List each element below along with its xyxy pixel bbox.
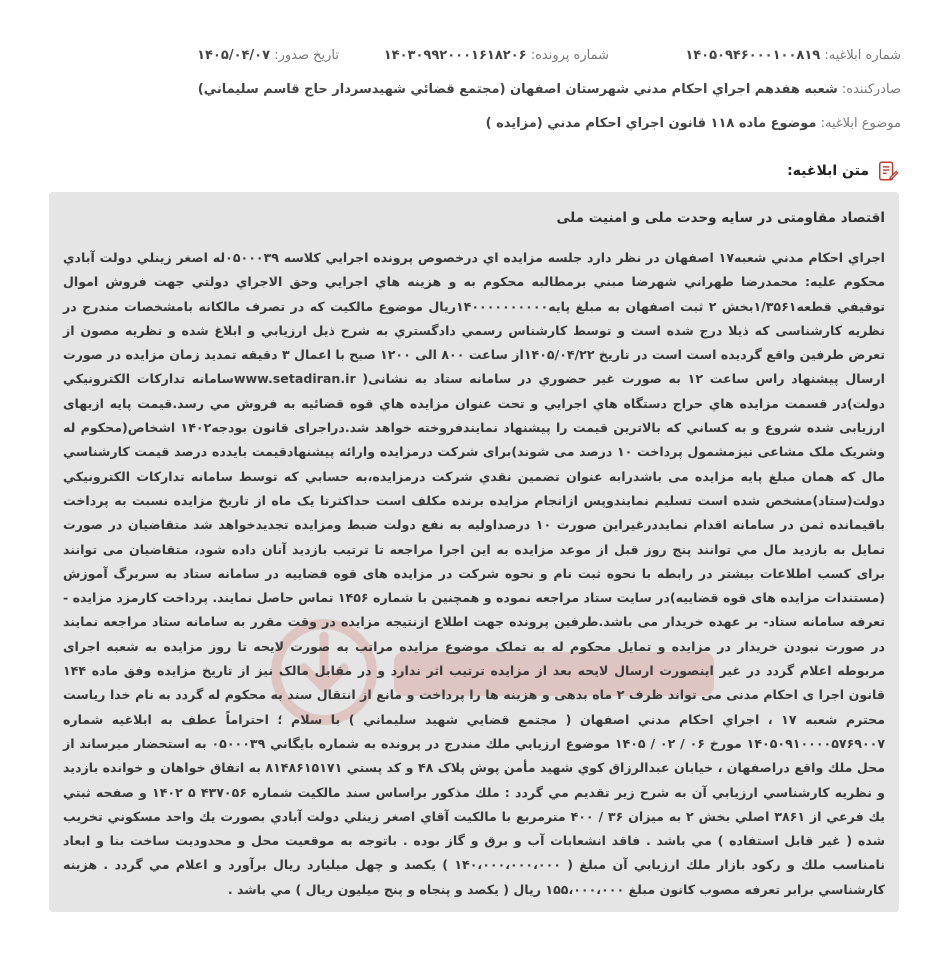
case-number-label: شماره پرونده: xyxy=(530,48,609,63)
notice-text-box xyxy=(49,192,899,912)
issuer-label: صادرکننده: xyxy=(841,82,901,97)
subject-label: موضوع ابلاغیه: xyxy=(820,116,901,131)
issue-date-field xyxy=(197,48,339,63)
notice-number-label: شماره ابلاغیه: xyxy=(824,48,901,63)
notice-body-text: اجراي احكام مدني شعبه۱۷ اصفهان در نظر دارد جلسه مزايده اي درخصوص پرونده اجرایي كلاسه ۰۵۰۰۰۳۹له اصغر زينلي دولت آبادي محكوم عليه: محمدرضا طهراني شهرضا مبني برمطالبه محكوم به و هزينه هاي اجرايي وحق الاجراي دولتي جهت فروش اموال توقيفي قطعه۱/۳۵۶۱بخش ۲ ثبت اصفهان به مبلغ پايه۱۴۰۰۰۰۰۰۰۰۰۰ريال موضوع مالكيت كه در تصرف مالكانه بامشخصات مندرج در نظريه كارشناسی كه ذيلا درج شده است و توسط كارشناس رسمي دادگستري به شرح ذيل ارزيابي و ابلاغ شده و نظريه مصون از تعرض طرفين واقع گرديده است است در تاريخ ۱۴۰۵/۰۴/۲۲از ساعت ۸۰۰ الی ۱۲۰۰ صبح با اعمال ۳ دقيقه تمديد زمان مزايده در صورت ارسال پيشنهاد راس ساعت ۱۲ به صورت غير حضوري در سامانه ستاد به نشانی( www.setadiran.irسامانه تداركات الكترونيكي دولت)در قسمت مزايده هاي حراج دستگاه هاي اجرايي و تحت عنوان مزايده هاي قوه قضائيه به فروش مي رسد.قيمت پايه ازبهای ارزيابی شده شروع و به كساني كه بالاترين قيمت را پيشنهاد نمايندفروخته خواهد شد.دراجرای قانون بودجه۱۴۰۲ اشخاص(محكوم له وشريک ملک مشاعی نيزمشمول پرداخت ۱۰ درصد مى شوند)برای شركت درمزايده وارائه پيشنهادقيمت بايدده درصد قيمت كارشناسي مال كه همان مبلغ پايه مزايده می باشدرابه عنوان تضمين نقدي شركت درمزايده،به حسابي كه توسط سامانه تداركات الكترونيكي دولت(ستاد)مشخص شده است تسليم نمايندوپس ازانجام مزايده برنده مكلف است حداكثرتا يک ماه از تاريخ مزايده نسبت به پرداخت باقيمانده ثمن در سامانه اقدام نمايددرغيراين صورت ۱۰ درصداوليه به نفع دولت ضبط ومزايده تجديدخواهد شد متقاضيان در صورت تمايل به بازديد مال مي توانند پنج روز قبل از موعد مزايده به اين اجرا مراجعه تا ترتيب بازديد آنان داده شود، متقاضيان مى توانند براى كسب اطلاعات بيشتر در رابطه با نحوه ثبت نام و نحوه شركت در مزايده هاى قوه قضاييه در سامانه ستاد به سربرگ آموزش (مستندات مزايده هاى قوه قضاييه)در سايت ستاد مراجعه نموده و همچنين با شماره ۱۴۵۶ تماس حاصل نمايند. پرداخت كارمزد مزايده - تعرفه سامانه ستاد- بر عهده خريدار مى باشد.طرفين پرونده جهت اطلاع ازنتيجه مزايده در وقت مقرر به سامانه ستاد مراجعه نمايند در صورت نبودن خريدار در مزايده و تمايل محكوم له به تملک موضوع مزايده مراتب به صورت لايحه تا روز مزايده به شعبه اجرای مربوطه اعلام گردد در غير اينصورت ارسال لايحه بعد از مزايده ترتيب اثر ندارد و در مقابل مالک نيز از تاريخ مزايده وفق ماده ۱۴۴ قانون اجرا ی احكام مدنی می تواند ظرف ۲ ماه بدهی و هزينه ها را پرداخت و مانع از انتقال سند به محكوم له گردد به نام خدا رياست محترم شعبه ۱۷ ، اجراي احكام مدني اصفهان ( مجتمع قضايي شهيد سليماني ) با سلام ؛ احتراماً عطف به ابلاغيه شماره ۱۴۰۵۰۹۱۰۰۰۰۵۷۶۹۰۰۷ مورخ ۰۶ / ۰۲ / ۱۴۰۵ موضوع ارزيابي ملك مندرج در پرونده به شماره بايگاني ۰۵۰۰۰۳۹ به استحضار ميرساند از محل ملك واقع دراصفهان ، خيابان عبدالرزاق كوي شهيد مأمن پوش پلاک ۴۸ و كد پستي ۸۱۴۸۶۱۵۱۷۱ به اتفاق خواهان و خوانده بازديد و نظريه كارشناسي ارزيابي آن به شرح زير تقديم مي گردد : ملك مذكور براساس سند مالكيت شماره ۴۳۷۰۵۶ ۵ ۱۴۰۲ و صفحه ثبتي يك فرعي از ۳۸۶۱ اصلي بخش ۲ به ميزان ۳۶ / ۴۰۰ مترمربع با مالكيت آقاي اصغر زينلي دولت آبادي بصورت يك واحد مسكوني تخريب شده ( غير قابل استفاده ) مي باشد . فاقد انشعابات آب و برق و گاز بوده . باتوجه به موقعيت محل و محدوديت ساخت بنا و ابعاد نامناسب ملك و ركود بازار ملك ارزيابي آن مبلغ ( ۱۴۰،۰۰۰،۰۰۰،۰۰۰ ) يكصد و چهل ميليارد ريال برآورد و اعلام مي گردد . هزينه كارشناسي برابر تعرفه مصوب كانون مبلغ ۱۵۵،۰۰۰،۰۰۰ ريال ( يكصد و پنجاه و پنج ميليون ريال ) مي باشد . xyxy=(63,250,886,897)
subject-row xyxy=(40,116,901,131)
document-edit-icon xyxy=(877,160,899,182)
notice-text-title: متن ابلاغیه: xyxy=(787,163,869,179)
issue-date-value: ۱۴۰۵/۰۴/۰۷ xyxy=(197,48,271,63)
issuer-row xyxy=(40,82,901,97)
case-number-value: ۱۴۰۳۰۹۹۲۰۰۰۱۶۱۸۲۰۶ xyxy=(383,48,527,63)
notice-number-field xyxy=(685,48,901,63)
subject-value: موضوع ماده ۱۱۸ قانون اجراي احكام مدني (مزايده ) xyxy=(485,116,817,131)
notice-number-value: ۱۴۰۵۰۹۴۶۰۰۰۱۰۰۸۱۹ xyxy=(685,48,821,63)
case-number-field xyxy=(384,48,609,63)
issue-date-label: تاریخ صدور: xyxy=(274,48,339,63)
issuer-value: شعبه هفدهم اجراي احكام مدني شهرستان اصفهان (مجتمع قضائي شهيدسردار حاج قاسم سليماني) xyxy=(197,82,838,97)
notice-text-header xyxy=(787,160,899,182)
notice-slogan: اقتصاد مقاومتی در سایه وحدت ملی و امنیت ملی xyxy=(556,210,885,226)
